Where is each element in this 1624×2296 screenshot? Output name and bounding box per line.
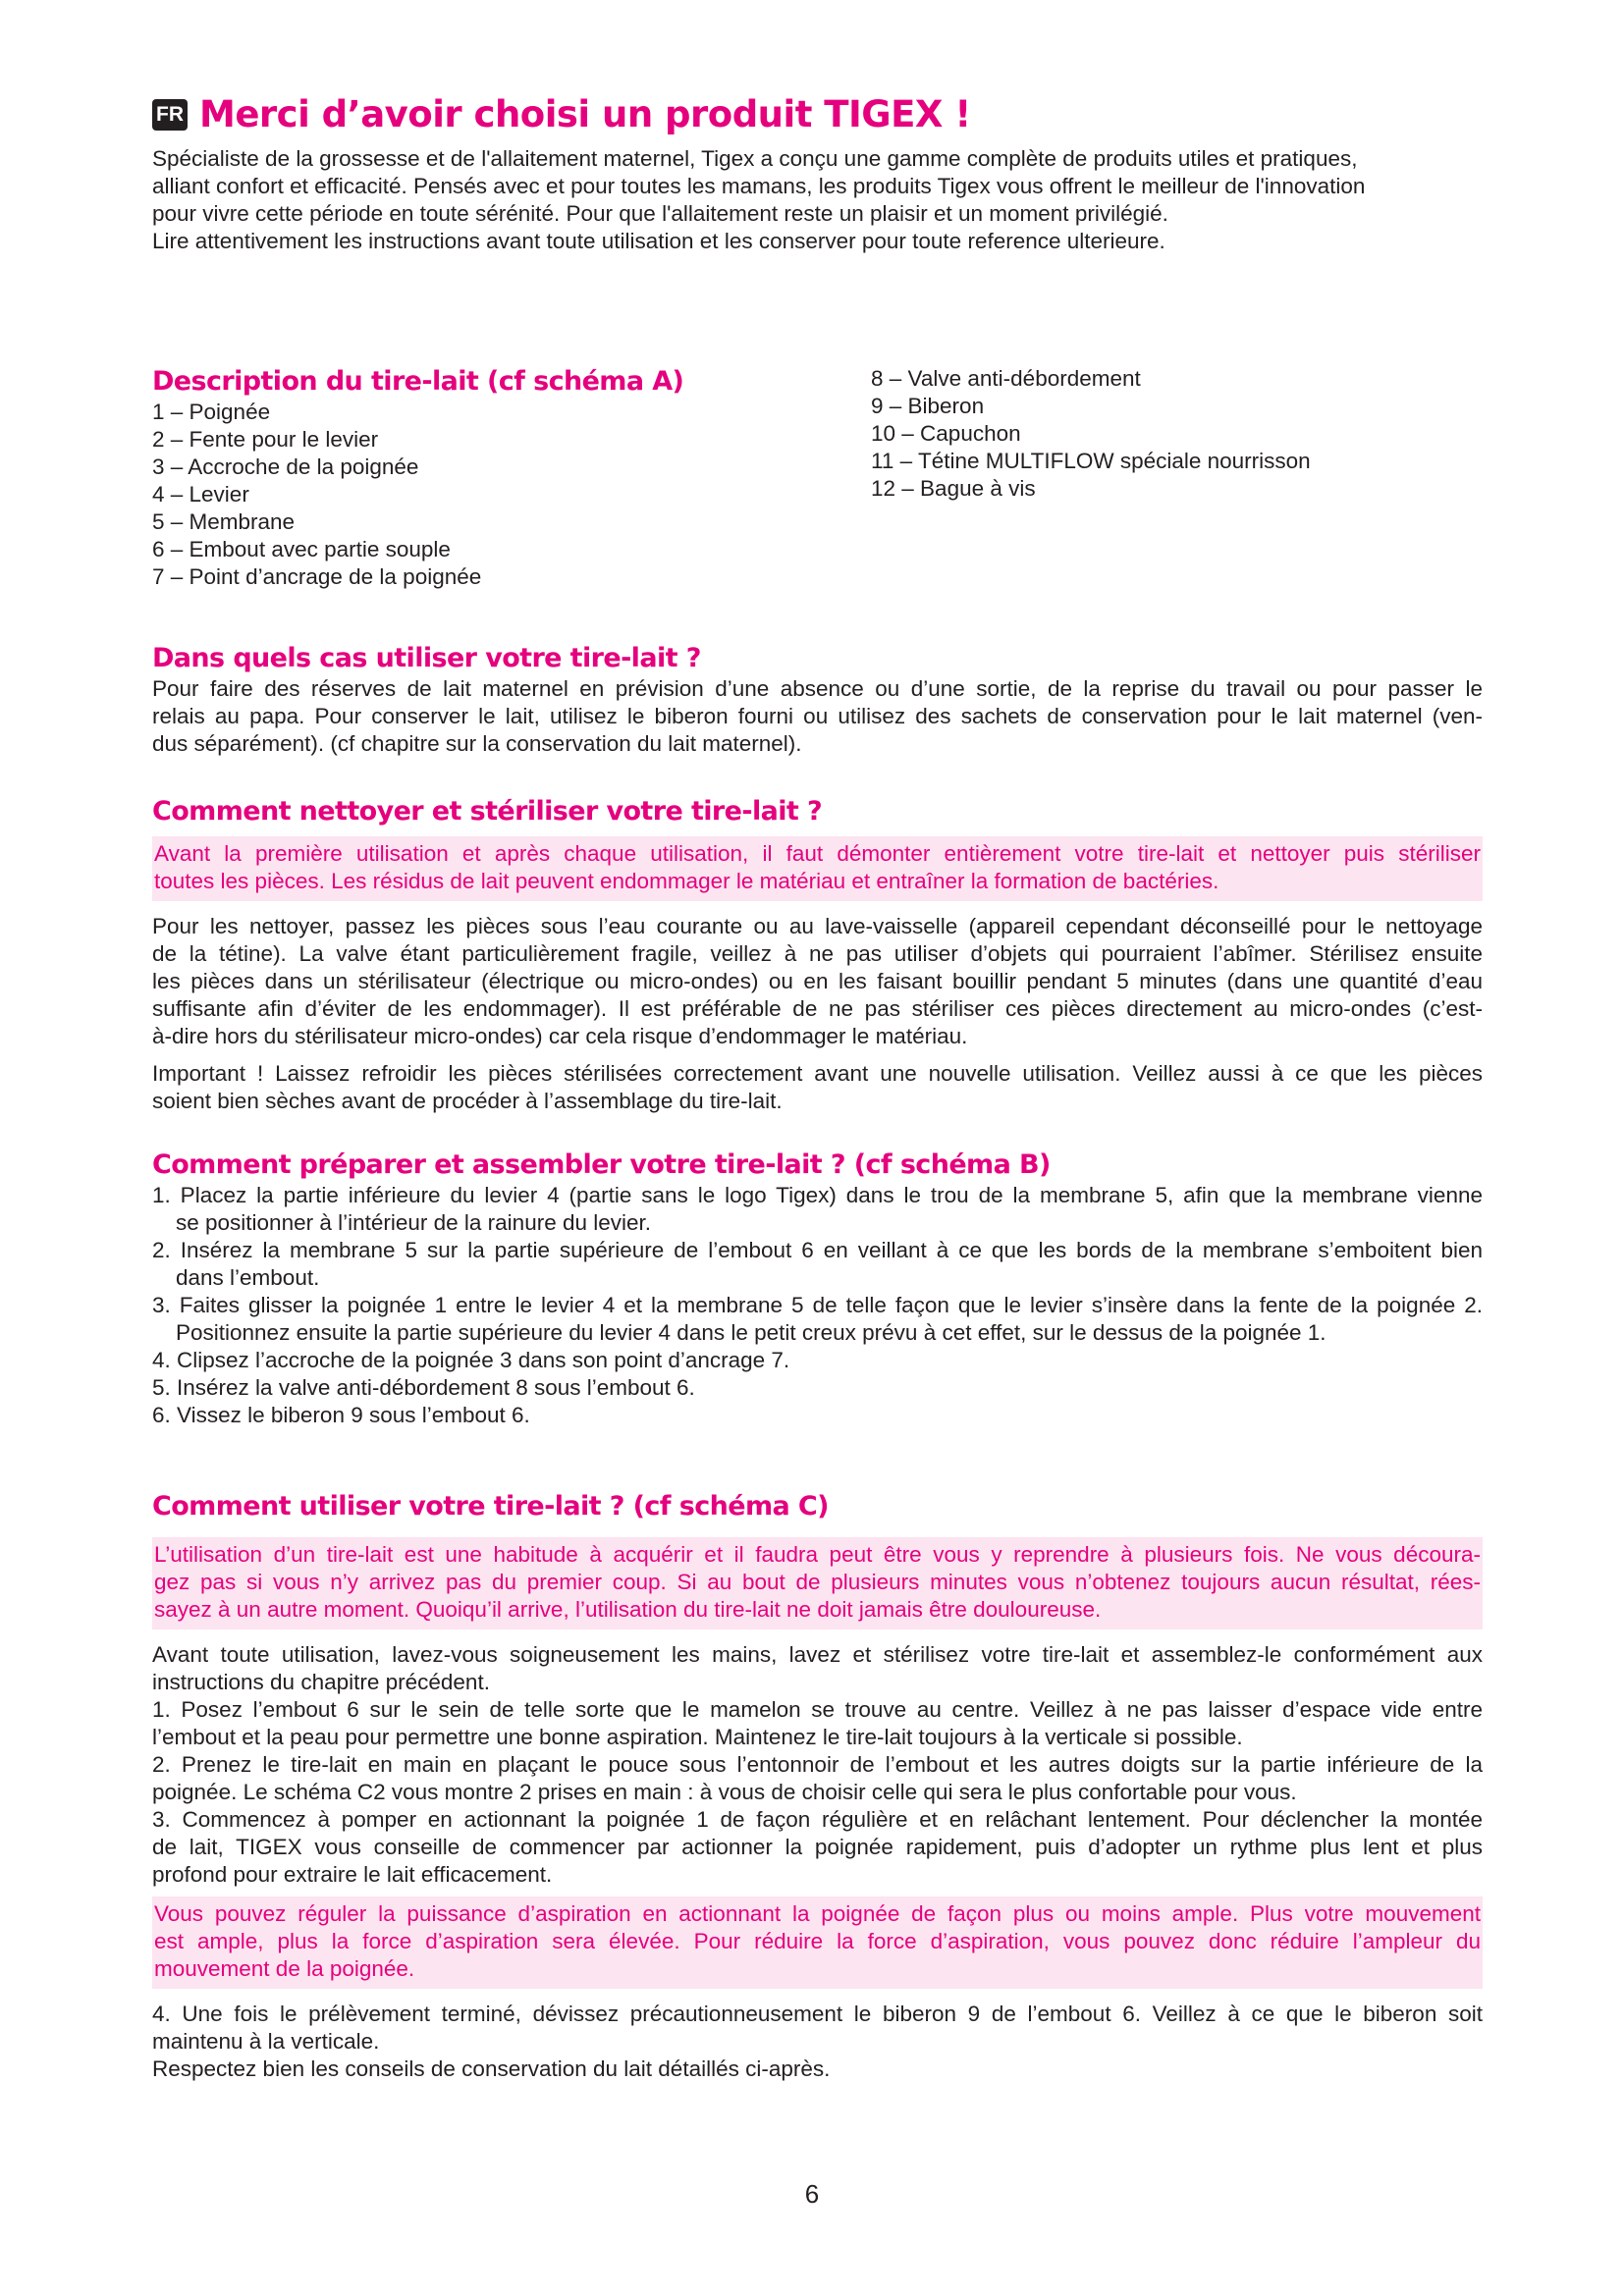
usage-section bbox=[152, 1490, 1483, 2083]
highlight-line: L’utilisation d’un tire-lait est une habitude à acquérir et il faudra peut être vous y reprendre à plusieurs fois. Ne vous découra- bbox=[154, 1542, 1481, 1567]
intro-line: Spécialiste de la grossesse et de l'allaitement maternel, Tigex a conçu une gamme complète de produits utiles et pratiques, bbox=[152, 146, 1358, 171]
language-badge: FR bbox=[152, 99, 188, 131]
text-line: suffisante afin d’éviter de les endommager). Il est préférable de ne pas stériliser ces pièces directement au micro-ondes (c’est- bbox=[152, 996, 1483, 1021]
step-line: 1. Placez la partie inférieure du levier 4 (partie sans le logo Tigex) dans le trou de la membrane 5, afin que la membrane vienne bbox=[152, 1183, 1483, 1207]
highlight-line: gez pas si vous n’y arrivez pas du premier coup. Si au bout de plusieurs minutes vous n’obtenez toujours aucun résultat, rées- bbox=[154, 1570, 1481, 1594]
text-line: relais au papa. Pour conserver le lait, utilisez le biberon fourni ou utilisez des sachets de conservation pour le lait maternel (ven- bbox=[152, 704, 1483, 728]
when-use-heading: Dans quels cas utiliser votre tire-lait ? bbox=[152, 643, 701, 673]
part-item: 5 – Membrane bbox=[152, 509, 296, 534]
step-line: 4. Clipsez l’accroche de la poignée 3 dans son point d’ancrage 7. bbox=[152, 1348, 790, 1372]
text-line: 2. Prenez le tire-lait en main en plaçant le pouce sous l’entonnoir de l’embout et les autres doigts sur la partie inférieure de la bbox=[152, 1752, 1483, 1777]
text-line: maintenu à la verticale. bbox=[152, 2029, 380, 2054]
text-line: instructions du chapitre précédent. bbox=[152, 1670, 490, 1694]
usage-highlight bbox=[152, 1537, 1483, 1629]
text-line: soient bien sèches avant de procéder à l’assemblage du tire-lait. bbox=[152, 1089, 783, 1113]
highlight-line: toutes les pièces. Les résidus de lait peuvent endommager le matériau et entraîner la formation de bactéries. bbox=[154, 869, 1219, 893]
intro-line: Lire attentivement les instructions avant toute utilisation et les conserver pour toute reference ulterieure. bbox=[152, 229, 1165, 253]
part-item: 10 – Capuchon bbox=[871, 421, 1021, 446]
text-line: de la tétine). La valve étant particulièrement fragile, veillez à ne pas utiliser d’objets qui pourraient l’abîmer. Stérilisez ensuite bbox=[152, 941, 1483, 966]
description-section bbox=[152, 365, 1483, 591]
part-item: 2 – Fente pour le levier bbox=[152, 427, 379, 452]
cleaning-heading: Comment nettoyer et stériliser votre tire-lait ? bbox=[152, 796, 823, 827]
highlight-line: Vous pouvez réguler la puissance d’aspiration en actionnant la poignée de façon plus ou moins ample. Plus votre mouvement bbox=[154, 1901, 1481, 1926]
text-line: Important ! Laissez refroidir les pièces stérilisées correctement avant une nouvelle utilisation. Veillez aussi à ce que les pièces bbox=[152, 1061, 1483, 1086]
description-heading: Description du tire-lait (cf schéma A) bbox=[152, 366, 684, 397]
text-line: dus séparément). (cf chapitre sur la conservation du lait maternel). bbox=[152, 731, 802, 756]
text-line: Pour faire des réserves de lait maternel en prévision d’une absence ou d’une sortie, de la reprise du travail ou pour passer le bbox=[152, 676, 1483, 701]
assembly-section bbox=[152, 1148, 1483, 1429]
text-line: l’embout et la peau pour permettre une bonne aspiration. Maintenez le tire-lait toujours à la verticale si possible. bbox=[152, 1725, 1243, 1749]
text-line: 3. Commencez à pomper en actionnant la poignée 1 de façon régulière et en relâchant lentement. Pour déclencher la montée bbox=[152, 1807, 1483, 1832]
cleaning-section bbox=[152, 795, 1483, 1115]
intro-line: pour vivre cette période en toute sérénité. Pour que l'allaitement reste un plaisir et un moment privilégié. bbox=[152, 201, 1168, 226]
usage-heading: Comment utiliser votre tire-lait ? (cf schéma C) bbox=[152, 1491, 829, 1522]
description-right-column bbox=[871, 365, 1480, 591]
highlight-line: mouvement de la poignée. bbox=[154, 1956, 415, 1981]
text-line: de lait, TIGEX vous conseille de commencer par actionner la poignée rapidement, puis d’adopter un rythme plus lent et plus bbox=[152, 1835, 1483, 1859]
highlight-line: Avant la première utilisation et après chaque utilisation, il faut démonter entièrement votre tire-lait et nettoyer puis stériliser bbox=[154, 841, 1481, 866]
text-line: poignée. Le schéma C2 vous montre 2 prises en main : à vous de choisir celle qui sera le plus confortable pour vous. bbox=[152, 1780, 1297, 1804]
text-line: profond pour extraire le lait efficacement. bbox=[152, 1862, 553, 1887]
page-number: 6 bbox=[804, 2179, 820, 2209]
step-line: 6. Vissez le biberon 9 sous l’embout 6. bbox=[152, 1403, 530, 1427]
step-line: se positionner à l’intérieur de la rainure du levier. bbox=[176, 1210, 652, 1235]
part-item: 6 – Embout avec partie souple bbox=[152, 537, 451, 561]
description-left-column bbox=[152, 365, 871, 591]
step-line: dans l’embout. bbox=[176, 1265, 320, 1290]
text-line: 1. Posez l’embout 6 sur le sein de telle sorte que le mamelon se trouve au centre. Veillez à ne pas laisser d’espace vide entre bbox=[152, 1697, 1483, 1722]
part-item: 8 – Valve anti-débordement bbox=[871, 366, 1141, 391]
title-row bbox=[152, 94, 1483, 135]
step-line: 2. Insérez la membrane 5 sur la partie supérieure de l’embout 6 en veillant à ce que les bords de la membrane s’emboitent bien bbox=[152, 1238, 1483, 1262]
text-line: les pièces dans un stérilisateur (électrique ou micro-ondes) ou en les faisant bouillir pendant 5 minutes (dans une quantité d’eau bbox=[152, 969, 1483, 993]
page-title: Merci d’avoir choisi un produit TIGEX ! bbox=[199, 93, 971, 135]
cleaning-highlight bbox=[152, 836, 1483, 901]
intro-line: alliant confort et efficacité. Pensés avec et pour toutes les mamans, les produits Tigex vous offrent le meilleur de l'innovation bbox=[152, 174, 1366, 198]
text-line: Avant toute utilisation, lavez-vous soigneusement les mains, lavez et stérilisez votre tire-lait et assemblez-le conformément aux bbox=[152, 1642, 1483, 1667]
part-item: 1 – Poignée bbox=[152, 400, 271, 424]
text-line: à-dire hors du stérilisateur micro-ondes) car cela risque d’endommager le matériau. bbox=[152, 1024, 968, 1048]
assembly-heading: Comment préparer et assembler votre tire-lait ? (cf schéma B) bbox=[152, 1149, 1051, 1180]
part-item: 7 – Point d’ancrage de la poignée bbox=[152, 564, 482, 589]
text-line: Respectez bien les conseils de conservation du lait détaillés ci-après. bbox=[152, 2056, 831, 2081]
text-line: 4. Une fois le prélèvement terminé, dévissez précautionneusement le biberon 9 de l’embout 6. Veillez à ce que le biberon soit bbox=[152, 2002, 1483, 2026]
step-line: Positionnez ensuite la partie supérieure du levier 4 dans le petit creux prévu à cet effet, sur le dessus de la poignée 1. bbox=[176, 1320, 1326, 1345]
highlight-line: sayez à un autre moment. Quoiqu’il arrive, l’utilisation du tire-lait ne doit jamais être douloureuse. bbox=[154, 1597, 1102, 1622]
step-line: 5. Insérez la valve anti-débordement 8 sous l’embout 6. bbox=[152, 1375, 695, 1400]
when-use-section bbox=[152, 642, 1483, 758]
highlight-line: est ample, plus la force d’aspiration sera élevée. Pour réduire la force d’aspiration, vous pouvez donc réduire l’ampleur du bbox=[154, 1929, 1481, 1953]
page-content bbox=[152, 94, 1483, 2083]
step-line: 3. Faites glisser la poignée 1 entre le levier 4 et la membrane 5 de telle façon que le levier s’insère dans la fente de la poignée 2. bbox=[152, 1293, 1483, 1317]
text-line: Pour les nettoyer, passez les pièces sous l’eau courante ou au lave-vaisselle (appareil cependant déconseillé pour le nettoyage bbox=[152, 914, 1483, 938]
usage-tip-highlight bbox=[152, 1896, 1483, 1989]
part-item: 3 – Accroche de la poignée bbox=[152, 454, 419, 479]
part-item: 9 – Biberon bbox=[871, 394, 985, 418]
intro-paragraph bbox=[152, 145, 1483, 255]
part-item: 11 – Tétine MULTIFLOW spéciale nourrisson bbox=[871, 449, 1311, 473]
part-item: 4 – Levier bbox=[152, 482, 249, 507]
part-item: 12 – Bague à vis bbox=[871, 476, 1036, 501]
